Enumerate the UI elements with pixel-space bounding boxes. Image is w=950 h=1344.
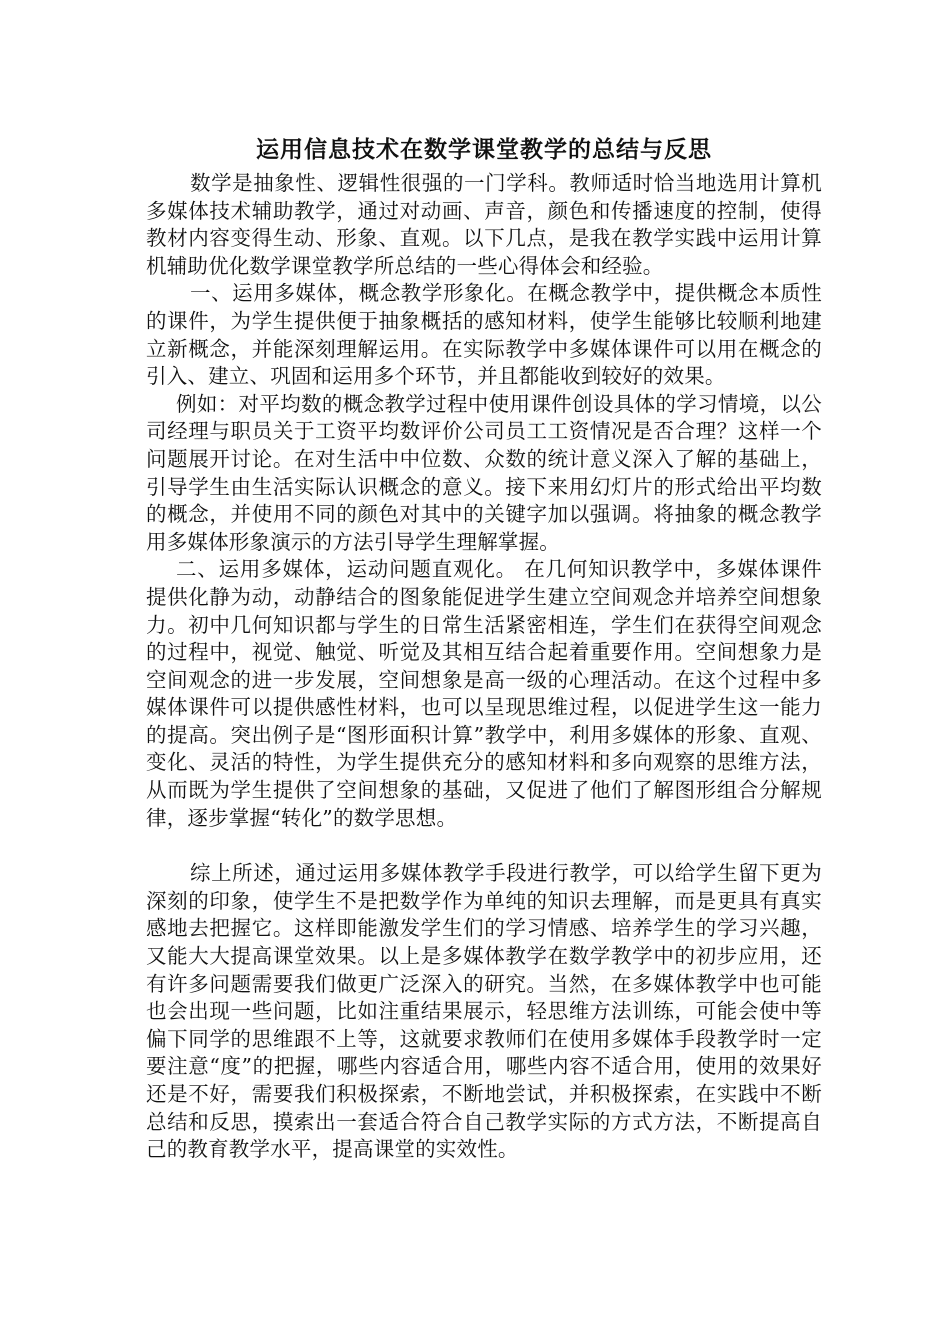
document-title: 运用信息技术在数学课堂教学的总结与反思 (256, 136, 712, 163)
document-page (146, 132, 822, 1164)
paragraph-spacer (146, 832, 822, 860)
paragraph-conclusion: 综上所述，通过运用多媒体教学手段进行教学，可以给学生留下更为深刻的印象，使学生不是把数学作为单纯的知识去理解，而是更具有真实感地去把握它。这样即能激发学生们的学习情感、培养学生的学习兴趣，又能大大提高课堂效果。以上是多媒体教学在数学教学中的初步应用，还有许多问题需要我们做更广泛深入的研究。当然，在多媒体教学中也可能也会出现一些问题，比如注重结果展示，轻思维方法训练，可能会使中等偏下同学的思维跟不上等，这就要求教师们在使用多媒体手段教学时一定要注意“度”的把握，哪些内容适合用，哪些内容不适合用，使用的效果好还是不好，需要我们积极探索，不断地尝试，并积极探索，在实践中不断总结和反思，摸索出一套适合符合自己教学实际的方式方法，不断提高自己的教育教学水平，提高课堂的实效性。 (146, 861, 822, 1162)
paragraph-example: 例如：对平均数的概念教学过程中使用课件创设具体的学习情境，以公司经理与职员关于工资平均数评价公司员工工资情况是否合理？这样一个问题展开讨论。在对生活中中位数、众数的统计意义深入了解的基础上，引导学生由生活实际认识概念的意义。接下来用幻灯片的形式给出平均数的概念，并使用不同的颜色对其中的关键字加以强调。将抽象的概念教学用多媒体形象演示的方法引导学生理解掌握。 (146, 391, 822, 554)
paragraph-intro: 数学是抽象性、逻辑性很强的一门学科。教师适时恰当地选用计算机多媒体技术辅助教学，通过对动画、声音，颜色和传播速度的控制，使得教材内容变得生动、形象、直观。以下几点，是我在教学实践中运用计算机辅助优化数学课堂教学所总结的一些心得体会和经验。 (146, 171, 822, 278)
paragraph-section-two: 二、运用多媒体，运动问题直观化。 在几何知识教学中，多媒体课件提供化静为动，动静结合的图象能促进学生建立空间观念并培养空间想象力。初中几何知识都与学生的日常生活紧密相连，学生们在获得空间观念的过程中，视觉、触觉、听觉及其相互结合起着重要作用。空间想象力是空间观念的进一步发展，空间想象是高一级的心理活动。在这个过程中多媒体课件可以提供感性材料，也可以呈现思维过程，以促进学生这一能力的提高。突出例子是“图形面积计算”教学中，利用多媒体的形象、直观、变化、灵活的特性，为学生提供充分的感知材料和多向观察的思维方法，从而既为学生提供了空间想象的基础，又促进了他们了解图形组合分解规律，逐步掌握“转化”的数学思想。 (146, 557, 822, 830)
paragraph-section-one: 一、运用多媒体，概念教学形象化。在概念教学中，提供概念本质性的课件，为学生提供便于抽象概括的感知材料，使学生能够比较顺利地建立新概念，并能深刻理解运用。在实际教学中多媒体课件可以用在概念的引入、建立、巩固和运用多个环节，并且都能收到较好的效果。 (146, 281, 822, 389)
